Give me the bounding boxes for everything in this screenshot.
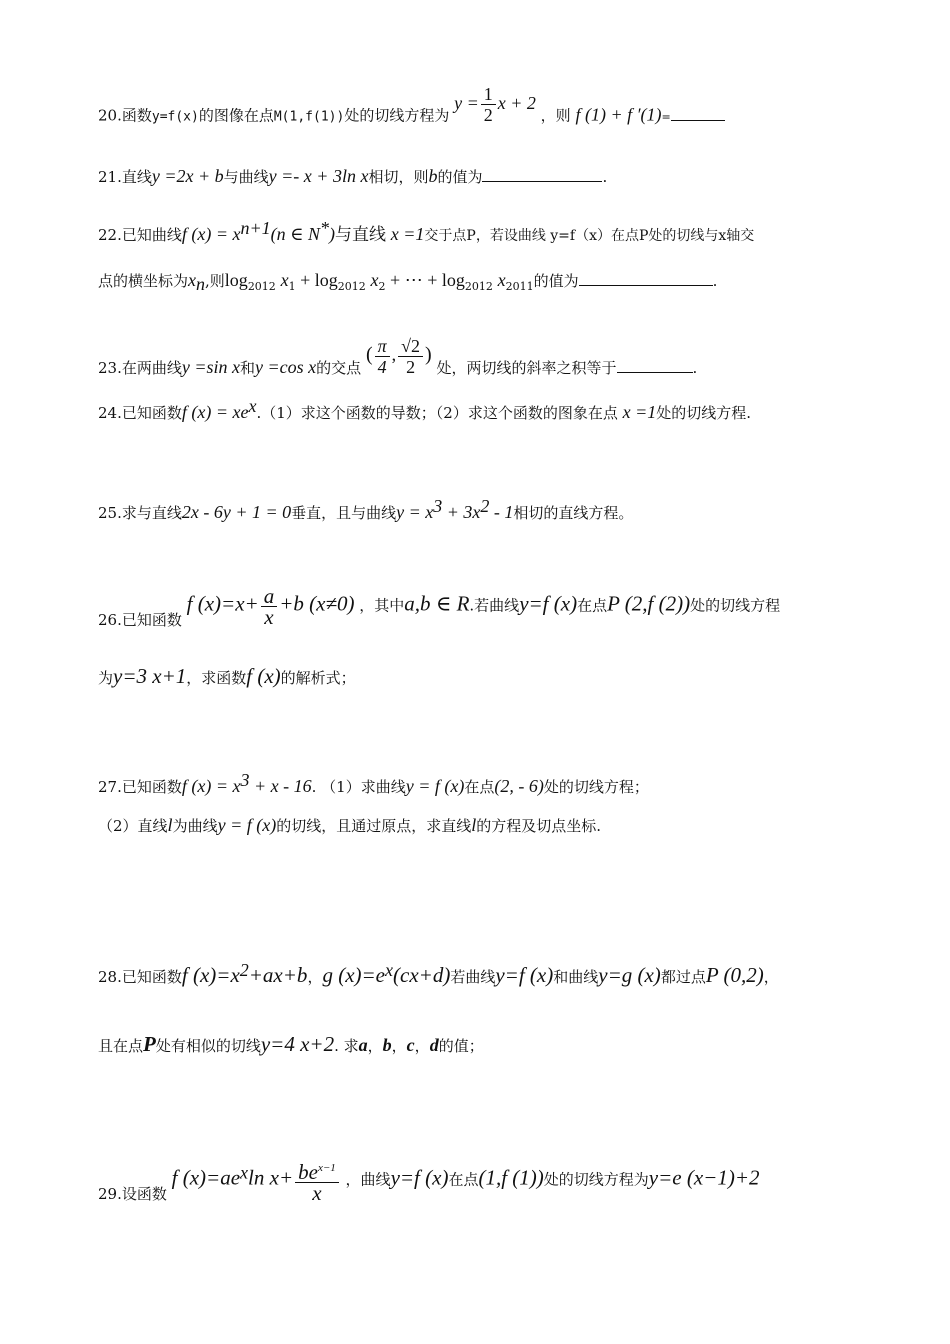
problem-27-cont: （2）直线l为曲线y = f (x)的切线，且通过原点，求直线l的方程及切点坐标. [98, 815, 602, 835]
problem-22: 22.已知曲线f $(x) = x^{n+1}(n$ ∈ N*)与直线 x =1交于点P，若设曲线 y=f（x）在点P处的切线与x轴交 [98, 218, 755, 245]
answer-blank-23[interactable] [617, 358, 693, 373]
problem-28-cont: 且在点P处有相似的切线y=4 x+2. 求a，b，c，d的值； [98, 1032, 484, 1056]
problem-22-cont: 点的横坐标为$x_n$,则$\log_{2012} x_1 + \log_{2012} x_2$ + ⋯ + $\log_{2012} x_{2011}$的值为 . [98, 270, 718, 294]
tangent-eq-20: y = $\frac{1}{2}$ x + 2 [454, 84, 536, 125]
answer-blank-22[interactable] [579, 271, 713, 286]
problem-21: 21.直线y =2x + b与曲线y =- x + 3ln x相切，则b的值为 . [98, 166, 608, 186]
problem-26: 26.已知函数 f (x)=x+ $\frac{a}{x}$ +b (x≠0) ，其中a,b ∈ R.若曲线y=f (x)在点P (2,f (2))处的切线方程 [98, 584, 781, 629]
problem-26-cont: 为y=3 x+1，求函数f (x)的解析式； [98, 664, 356, 688]
problem-27: 27.已知函数f $(x) = x^3 + x - 16$. （1）求曲线y = f (x)在点(2, - 6)处的切线方程； [98, 770, 649, 796]
problem-24: 24.已知函数f $(x) = xe^x.(1)$求这个函数的导数；（2）求这个函数的图象在点 x =1处的切线方程. [98, 396, 752, 422]
answer-blank-20[interactable] [671, 106, 725, 121]
problem-23: 23.在两曲线y =sin x和y =cos x的交点 ( $\frac{\pi}{4}$ , $\frac{√2}{2}$ ) 处，两切线的斜率之积等于 . [98, 336, 698, 377]
answer-blank-21[interactable] [482, 167, 602, 182]
problem-20: 20.函数y=f(x)的图像在点M(1,f(1))处的切线方程为 y = $\frac{1}{2}$ x + 2 ，则 f (1) + f ′(1)= [98, 96, 890, 142]
problem-28: 28.已知函数f $(x)=x^2+ax+b$，g $(x)=e^x(cx+d)$若曲线y=f (x)和曲线y=g (x)都过点P (0,2)， [98, 960, 779, 987]
problem-29: 29.设函数 f $(x)=ae^x\ln$ x+ $\frac{be^{x-1}}{x}$ ，曲线y=f (x)在点(1,f (1))处的切线方程为y=e (x−1)+2 [98, 1160, 760, 1205]
problem-25: 25.求与直线2x - 6y + 1 = 0垂直，且与曲线$y = x^3 + 3x^2 - 1$相切的直线方程。 [98, 496, 634, 522]
